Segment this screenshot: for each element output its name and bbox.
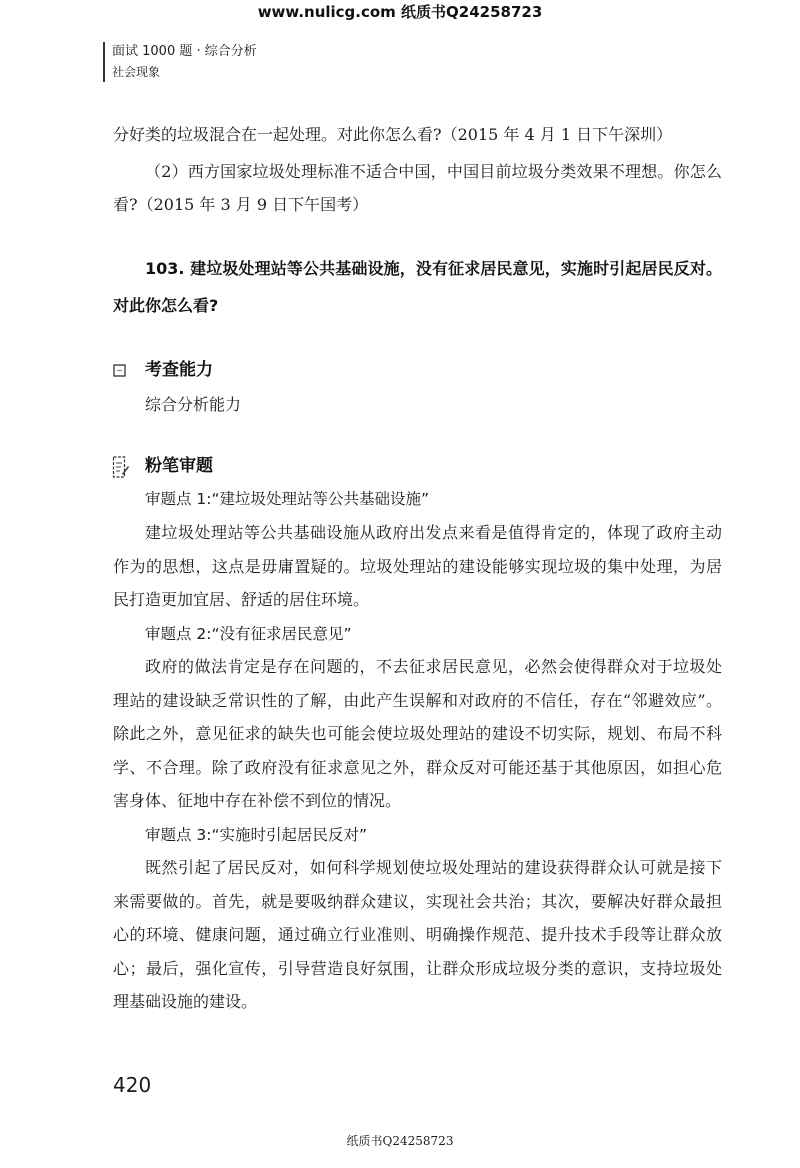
running-head-book-title: 面试 1000 题 · 综合分析 xyxy=(112,44,257,59)
paragraph-line: 理站的建设缺乏常识性的了解，由此产生误解和对政府的不信任，存在“邻避效应”。 xyxy=(113,691,722,710)
ability-text: 综合分析能力 xyxy=(145,395,242,414)
paragraph-line: 心；最后，强化宣传，引导营造良好氛围，让群众形成垃圾分类的意识，支持垃圾处 xyxy=(113,959,722,978)
paragraph-line: 民打造更加宜居、舒适的居住环境。 xyxy=(113,590,370,609)
site-header: www.nulicg.com 纸质书Q24258723 xyxy=(257,3,543,21)
point-title: 审题点 1:“建垃圾处理站等公共基础设施” xyxy=(145,490,430,508)
paragraph-line: 害身体、征地中存在补偿不到位的情况。 xyxy=(113,791,402,810)
point-title: 审题点 2:“没有征求居民意见” xyxy=(145,625,352,643)
paragraph-line: 学、不合理。除了政府没有征求意见之外，群众反对可能还基于其他原因，如担心危 xyxy=(113,758,722,777)
footer-text: 纸质书Q24258723 xyxy=(346,1134,454,1148)
paragraph-line: 心的环境、健康问题，通过确立行业准则、明确操作规范、提升技术手段等让群众放 xyxy=(113,925,722,944)
paragraph-line: 除此之外，意见征求的缺失也可能会使垃圾处理站的建设不切实际，规划、布局不科 xyxy=(113,724,722,743)
ability-heading: 考查能力 xyxy=(145,360,213,380)
prev-question-item2-line: 看?（2015 年 3 月 9 日下午国考） xyxy=(113,195,369,214)
paragraph-line: 政府的做法肯定是存在问题的，不去征求居民意见，必然会使得群众对于垃圾处 xyxy=(145,657,722,676)
paragraph-line: 理基础设施的建设。 xyxy=(113,992,258,1011)
prev-question-item2-line: （2）西方国家垃圾处理标准不适合中国，中国目前垃圾分类效果不理想。你怎么 xyxy=(145,162,722,181)
page-number: 420 xyxy=(113,1073,152,1097)
prev-question-tail: 分好类的垃圾混合在一起处理。对此你怎么看?（2015 年 4 月 1 日下午深圳） xyxy=(113,125,673,144)
paragraph-line: 作为的思想，这点是毋庸置疑的。垃圾处理站的建设能够实现垃圾的集中处理，为居 xyxy=(113,557,722,576)
analysis-heading: 粉笔审题 xyxy=(145,456,213,476)
square-bullet-icon xyxy=(113,364,126,377)
paragraph-line: 建垃圾处理站等公共基础设施从政府出发点来看是值得肯定的，体现了政府主动 xyxy=(145,523,722,542)
running-head-chapter: 社会现象 xyxy=(112,65,161,79)
question-title-line: 103. 建垃圾处理站等公共基础设施，没有征求居民意见，实施时引起居民反对。 xyxy=(145,259,722,278)
question-title-line: 对此你怎么看? xyxy=(113,296,219,315)
paragraph-line: 既然引起了居民反对，如何科学规划使垃圾处理站的建设获得群众认可就是接下 xyxy=(145,858,722,877)
paragraph-line: 来需要做的。首先，就是要吸纳群众建议，实现社会共治；其次，要解决好群众最担 xyxy=(113,892,722,911)
running-head-rule xyxy=(103,42,105,82)
pencil-note-icon xyxy=(112,454,130,480)
point-title: 审题点 3:“实施时引起居民反对” xyxy=(145,826,368,844)
